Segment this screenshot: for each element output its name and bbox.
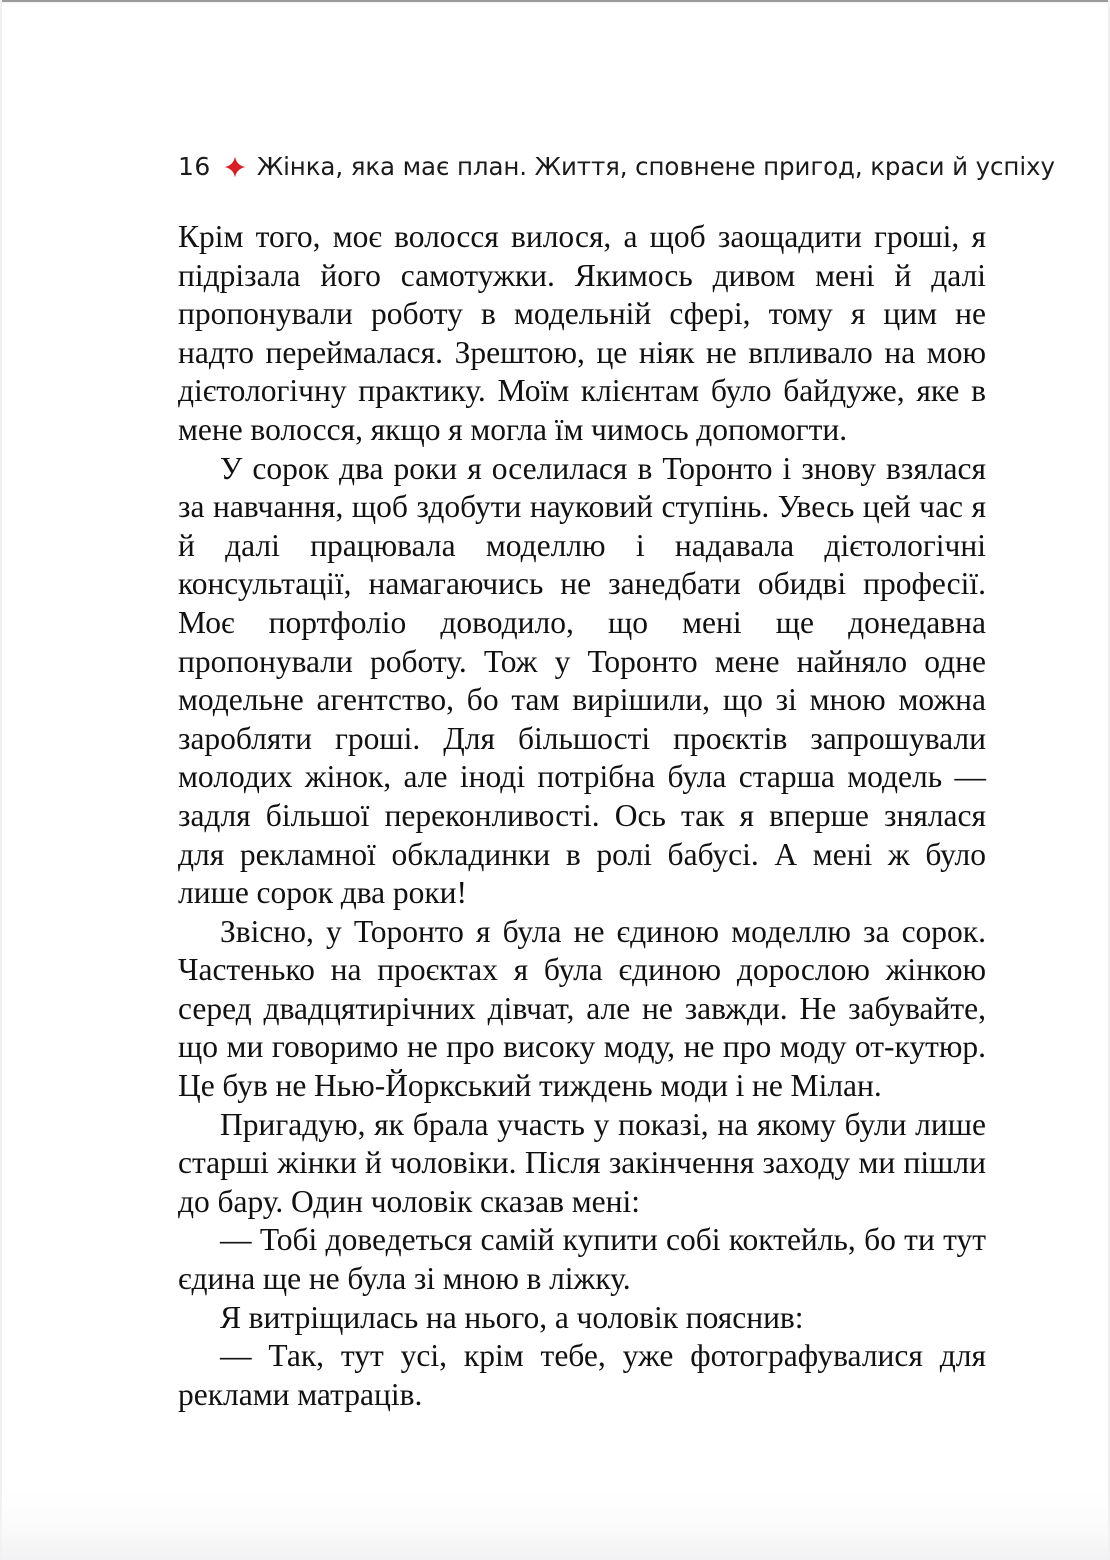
paragraph: Я витріщилась на нього, а чоловік пояснив: xyxy=(220,1299,804,1335)
running-head-title: Жінка, яка має план. Життя, сповнене пригод, краси й успіху xyxy=(256,152,1055,181)
body-text-column xyxy=(178,218,986,1414)
page-number: 16 xyxy=(178,152,211,181)
paragraph-dialogue: — Тобі доведеться самій купити собі коктейль, бо ти тут єдина ще не була зі мною в ліжку. xyxy=(178,1222,986,1297)
page-top-edge xyxy=(0,0,1110,4)
diamond-icon xyxy=(224,156,246,178)
paragraph: Звісно, у Торонто я була не єдиною моделлю за сорок. Частенько на проєктах я була єдиною дорослою жінкою серед двадцятирічних дівчат, але не завжди. Не забувайте, що ми говоримо не про високу моду, не про моду от-кутюр. Це був не Нью-Йоркський тиждень моди і не Мілан. xyxy=(178,913,986,1104)
paragraph: Пригадую, як брала участь у показі, на якому були лише старші жінки й чоловіки. Після закінчення заходу ми пішли до бару. Один чоловік сказав мені: xyxy=(178,1106,986,1219)
page-bottom-edge xyxy=(0,1490,1110,1560)
paragraph: У сорок два роки я оселилася в Торонто і знову взялася за навчання, щоб здобути науковий ступінь. Увесь цей час я й далі працювала моделлю і надавала дієтологічні консультації, намагаючись не занедбати обидві професії. Моє портфоліо доводило, що мені ще донедавна пропонували роботу. Тож у Торонто мене найняло одне модельне агентство, бо там вирішили, що зі мною можна заробляти гроші. Для більшості проєктів запрошували молодих жінок, але іноді потрібна була старша модель — задля більшої переконливості. Ось так я вперше знялася для рекламної обкладинки в ролі бабусі. А мені ж було лише сорок два роки! xyxy=(178,450,986,911)
page-left-edge xyxy=(0,0,2,1560)
paragraph: Крім того, моє волосся вилося, а щоб заощадити гроші, я підрізала його самотужки. Якимось дивом мені й далі пропонували роботу в модельній сфері, тому я цим не надто переймалася. Зрештою, це ніяк не впливало на мою дієтологічну практику. Моїм клієнтам було байдуже, яке в мене волосся, якщо я могла їм чимось допомогти. xyxy=(178,219,986,447)
running-head xyxy=(178,152,1055,181)
paragraph-dialogue: — Так, тут усі, крім тебе, уже фотографувалися для реклами матраців. xyxy=(178,1338,986,1412)
